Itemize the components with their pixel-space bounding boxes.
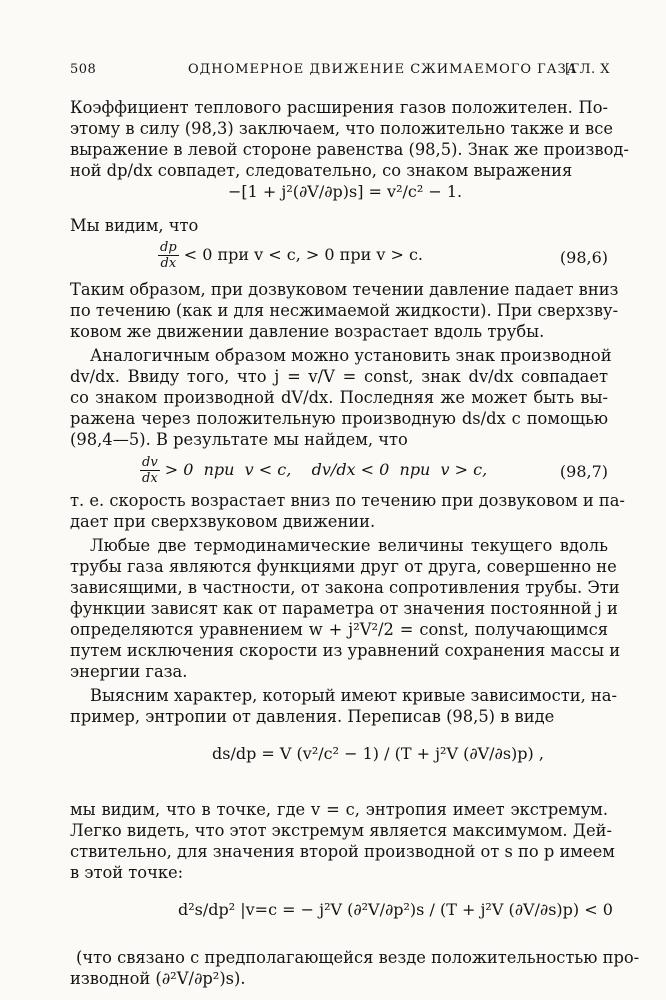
text-line: путем исключения скорости из уравнений сохранения массы и xyxy=(70,641,621,660)
text-line: зависящими, в частности, от закона сопротивления трубы. Эти xyxy=(70,578,620,597)
text-line: Таким образом, при дозвуковом течении давление падает вниз xyxy=(70,280,619,299)
text-line: ной dp/dx совпадет, следовательно, со знаком выражения xyxy=(70,161,573,180)
page-number: 508 xyxy=(70,62,97,77)
text-line: Аналогичным образом можно установить знак производной xyxy=(90,346,612,365)
text-line: этому в силу (98,3) заключаем, что положительно также и все xyxy=(70,119,613,138)
text-line: Мы видим, что xyxy=(70,216,199,235)
text-line: (что связано с предполагающейся везде положительностью про- xyxy=(76,948,640,967)
text-line: изводной (∂²V/∂p²)s). xyxy=(70,969,246,988)
text-line: dv/dx. Ввиду того, что j = v/V = const, знак dv/dx совпадает xyxy=(70,367,608,386)
text-line: мы видим, что в точке, где v = c, энтропия имеет экстремум. xyxy=(70,800,608,819)
eq987-text: > 0 при v < c, dv/dx < 0 при v > c, xyxy=(164,460,488,479)
text-line: выражение в левой стороне равенства (98,5). Знак же производ- xyxy=(70,140,629,159)
equation-second-derivative: d²s/dp² |v=c = − j²V (∂²V/∂p²)s / (T + j²V (∂V/∂s)p) < 0 xyxy=(178,900,613,919)
fraction-dp-dx: $\frac{dp}{dx}$ xyxy=(160,240,177,271)
text-line: в этой точке: xyxy=(70,863,184,882)
text-line: со знаком производной dV/dx. Последняя же может быть вы- xyxy=(70,388,608,407)
text-line: энергии газа. xyxy=(70,662,188,681)
running-title: ОДНОМЕРНОЕ ДВИЖЕНИЕ СЖИМАЕМОГО ГАЗА xyxy=(188,62,578,77)
equation-number: (98,6) xyxy=(559,248,608,267)
equation-number: (98,7) xyxy=(559,462,608,481)
text-line: ражена через положительную производную ds/dx с помощью xyxy=(70,409,608,428)
text-line: ствительно, для значения второй производной от s по p имеем xyxy=(70,842,615,861)
text-line: Выясним характер, который имеют кривые зависимости, на- xyxy=(90,686,617,705)
chapter-label: [ГЛ. X xyxy=(564,62,610,77)
equation-ds-dp: ds/dp = V (v²/c² − 1) / (T + j²V (∂V/∂s)p) , xyxy=(212,744,544,763)
text-line: (98,4—5). В результате мы найдем, что xyxy=(70,430,408,449)
text-line: Легко видеть, что этот экстремум является максимумом. Дей- xyxy=(70,821,612,840)
fraction-dv-dx: $\frac{dv}{dx}$ xyxy=(142,455,158,486)
text-line: функции зависят как от параметра от значения постоянной j и xyxy=(70,599,618,618)
equation-98-6-body: < 0 при v < c, > 0 при v > c. xyxy=(183,245,423,264)
text-line: Коэффициент теплового расширения газов положителен. По- xyxy=(70,98,608,117)
text-line: определяются уравнением w + j²V²/2 = const, получающимся xyxy=(70,620,608,639)
equation-bracket: −[1 + j²(∂V/∂p)s] = v²/c² − 1. xyxy=(228,182,463,201)
text-line: по течению (как и для несжимаемой жидкости). При сверхзву- xyxy=(70,301,619,320)
text-line: пример, энтропии от давления. Переписав (98,5) в виде xyxy=(70,707,555,726)
page-header xyxy=(70,62,610,84)
equation-98-7 xyxy=(140,455,487,486)
text-line: т. е. скорость возрастает вниз по течению при дозвуковом и па- xyxy=(70,491,625,510)
text-line: ковом же движении давление возрастает вдоль трубы. xyxy=(70,322,545,341)
text-line: Любые две термодинамические величины текущего вдоль xyxy=(90,536,608,555)
text-line: дает при сверхзвуковом движении. xyxy=(70,512,376,531)
text-line: трубы газа являются функциями друг от друга, совершенно не xyxy=(70,557,617,576)
equation-98-6 xyxy=(158,240,423,271)
